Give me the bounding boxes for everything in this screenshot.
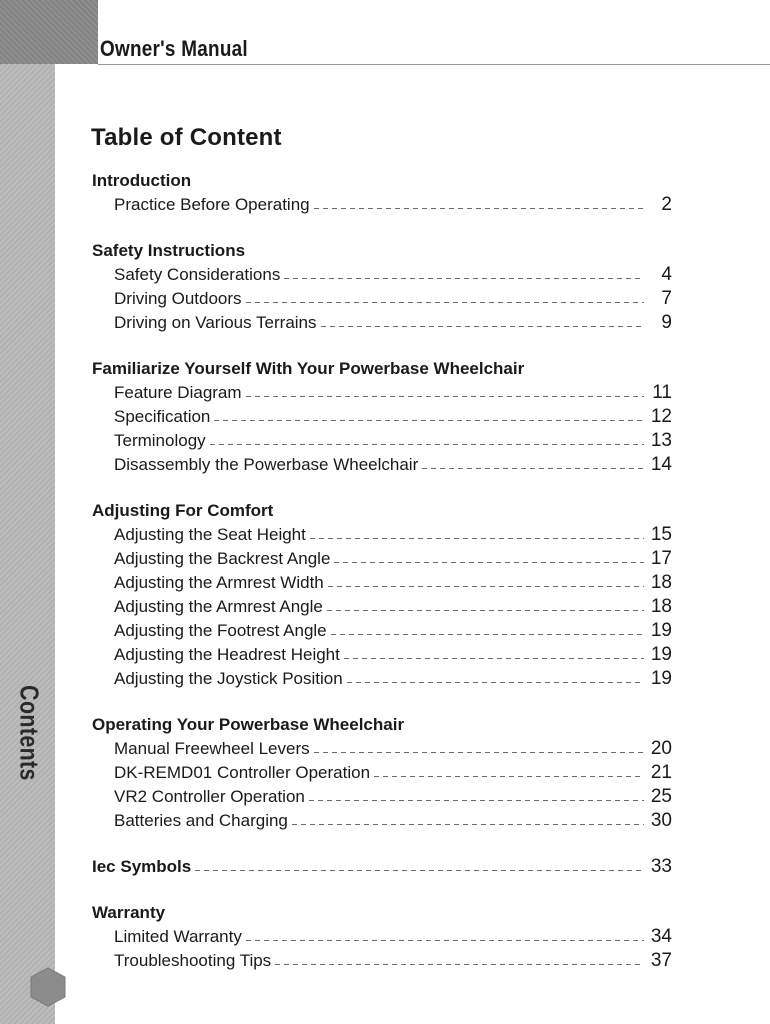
dotted-leader xyxy=(246,940,644,941)
toc-entry-page-number: 18 xyxy=(650,572,672,593)
toc-entry-label: Practice Before Operating xyxy=(114,195,310,214)
toc-entry-label: Adjusting the Armrest Angle xyxy=(114,597,323,616)
dotted-leader xyxy=(246,396,644,397)
toc-entry-label: Troubleshooting Tips xyxy=(114,951,272,970)
dotted-leader xyxy=(334,562,644,563)
contents-side-label-text: Contents xyxy=(14,685,45,781)
toc-entry-page-number: 34 xyxy=(650,926,672,947)
dotted-leader xyxy=(347,682,644,683)
toc-entry[interactable] xyxy=(92,523,672,547)
toc-entry-page-number: 13 xyxy=(650,430,672,451)
toc-entry-page-number: 37 xyxy=(650,950,672,971)
contents-side-label xyxy=(9,678,49,788)
toc-section-heading: Iec Symbols xyxy=(92,857,192,876)
toc-section-heading[interactable]: Operating Your Powerbase Wheelchair xyxy=(92,715,405,734)
toc-entry-page-number: 30 xyxy=(650,810,672,831)
toc-entry-label: Adjusting the Joystick Position xyxy=(114,669,343,688)
toc-entry[interactable] xyxy=(92,667,672,691)
toc-entry[interactable] xyxy=(92,571,672,595)
dotted-leader xyxy=(314,208,644,209)
toc-entry-label: Safety Considerations xyxy=(114,265,281,284)
dotted-leader xyxy=(328,586,644,587)
toc-section xyxy=(92,169,672,217)
toc-entry[interactable] xyxy=(92,949,672,973)
dotted-leader xyxy=(284,278,644,279)
dotted-leader xyxy=(292,824,644,825)
toc-entry-page-number: 25 xyxy=(650,786,672,807)
toc-entry-page-number: 12 xyxy=(650,406,672,427)
hexagon-icon xyxy=(29,967,67,1007)
toc-entry-label: VR2 Controller Operation xyxy=(114,787,305,806)
toc-section xyxy=(92,239,672,335)
dotted-leader xyxy=(214,420,644,421)
toc-entry-label: Disassembly the Powerbase Wheelchair xyxy=(114,455,419,474)
dotted-leader xyxy=(309,800,644,801)
toc-entry-label: Terminology xyxy=(114,431,206,450)
toc-entry[interactable] xyxy=(92,643,672,667)
dotted-leader xyxy=(195,870,644,871)
dotted-leader xyxy=(210,444,644,445)
toc-entry[interactable] xyxy=(92,761,672,785)
toc-section xyxy=(92,713,672,833)
toc-entry-page-number: 9 xyxy=(661,312,672,333)
toc-entry-label: Adjusting the Footrest Angle xyxy=(114,621,327,640)
toc-entry-label: Driving on Various Terrains xyxy=(114,313,317,332)
table-of-contents xyxy=(92,169,672,995)
toc-entry-page-number: 20 xyxy=(650,738,672,759)
toc-entry-page-number: 33 xyxy=(650,856,672,877)
toc-entry[interactable] xyxy=(92,381,672,405)
side-band xyxy=(0,64,55,1024)
toc-entry-page-number: 21 xyxy=(650,762,672,783)
toc-section-heading[interactable]: Familiarize Yourself With Your Powerbase Wheelchair xyxy=(92,359,525,378)
toc-entry-page-number: 19 xyxy=(650,644,672,665)
dotted-leader xyxy=(344,658,644,659)
toc-section xyxy=(92,499,672,691)
toc-entry-label: Adjusting the Seat Height xyxy=(114,525,306,544)
toc-entry[interactable] xyxy=(92,263,672,287)
toc-entry-page-number: 2 xyxy=(661,194,672,215)
dotted-leader xyxy=(422,468,644,469)
toc-entry-iec-symbols[interactable] xyxy=(92,855,672,879)
toc-entry-label: Adjusting the Armrest Width xyxy=(114,573,324,592)
toc-entry[interactable] xyxy=(92,429,672,453)
toc-entry-page-number: 4 xyxy=(661,264,672,285)
toc-entry-label: Batteries and Charging xyxy=(114,811,288,830)
toc-section xyxy=(92,901,672,973)
toc-entry[interactable] xyxy=(92,311,672,335)
toc-entry-page-number: 18 xyxy=(650,596,672,617)
dotted-leader xyxy=(321,326,644,327)
toc-entry[interactable] xyxy=(92,193,672,217)
toc-entry-page-number: 15 xyxy=(650,524,672,545)
dotted-leader xyxy=(374,776,644,777)
toc-entry-label: Limited Warranty xyxy=(114,927,242,946)
toc-entry[interactable] xyxy=(92,925,672,949)
toc-section-heading[interactable]: Adjusting For Comfort xyxy=(92,501,274,520)
header-rule xyxy=(98,64,770,65)
toc-section-heading[interactable]: Safety Instructions xyxy=(92,241,246,260)
toc-entry-page-number: 7 xyxy=(661,288,672,309)
toc-entry-page-number: 19 xyxy=(650,620,672,641)
toc-entry[interactable] xyxy=(92,737,672,761)
toc-entry-label: Adjusting the Headrest Height xyxy=(114,645,340,664)
dotted-leader xyxy=(275,964,644,965)
toc-entry[interactable] xyxy=(92,405,672,429)
toc-entry[interactable] xyxy=(92,595,672,619)
dotted-leader xyxy=(327,610,644,611)
toc-entry-label: DK-REMD01 Controller Operation xyxy=(114,763,371,782)
toc-entry-label: Driving Outdoors xyxy=(114,289,242,308)
toc-entry-page-number: 11 xyxy=(652,382,672,403)
header-corner-block xyxy=(0,0,98,64)
toc-section xyxy=(92,357,672,477)
toc-entry[interactable] xyxy=(92,547,672,571)
toc-entry[interactable] xyxy=(92,453,672,477)
toc-entry-page-number: 14 xyxy=(650,454,672,475)
toc-entry-page-number: 19 xyxy=(650,668,672,689)
toc-section-heading[interactable]: Introduction xyxy=(92,171,192,190)
toc-entry[interactable] xyxy=(92,785,672,809)
dotted-leader xyxy=(246,302,644,303)
toc-entry[interactable] xyxy=(92,619,672,643)
toc-entry-label: Specification xyxy=(114,407,211,426)
toc-section-heading[interactable]: Warranty xyxy=(92,903,166,922)
toc-entry[interactable] xyxy=(92,809,672,833)
dotted-leader xyxy=(314,752,644,753)
toc-title: Table of Content xyxy=(91,124,282,151)
dotted-leader xyxy=(310,538,644,539)
toc-entry-label: Feature Diagram xyxy=(114,383,242,402)
toc-entry-label: Adjusting the Backrest Angle xyxy=(114,549,331,568)
toc-entry-page-number: 17 xyxy=(650,548,672,569)
toc-entry[interactable] xyxy=(92,287,672,311)
manual-title: Owner's Manual xyxy=(100,36,248,61)
toc-entry-label: Manual Freewheel Levers xyxy=(114,739,310,758)
dotted-leader xyxy=(331,634,644,635)
